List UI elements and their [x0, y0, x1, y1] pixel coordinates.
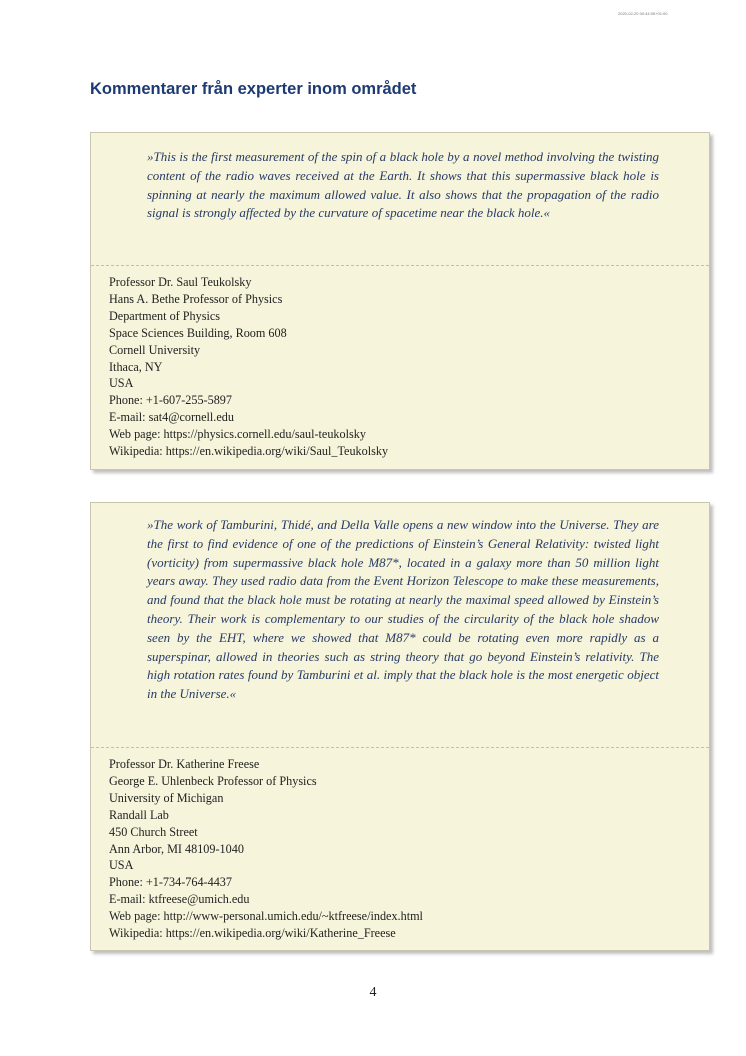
contact-email[interactable]: E-mail: sat4@cornell.edu	[109, 410, 234, 425]
contact-name: Professor Dr. Katherine Freese	[109, 757, 260, 771]
contact-wikipedia[interactable]: Wikipedia: https://en.wikipedia.org/wiki/Katherine_Freese	[109, 926, 396, 941]
page-number: 4	[369, 985, 377, 1000]
quote-text: »The work of Tamburini, Thidé, and Della Valle opens a new window into the Universe. They are the first to find evidence of one of the predictions of Einstein’s General Relativity: twisted light (vorticity) from supermassive black hole M87*, located in a galaxy more than 50 million light years away. They used radio data from the Event Horizon Telescope to make these measurements, and found that the black hole must be rotating at nearly the maximal speed allowed by Einstein’s theory. Their work is complementary to our studies of the circularity of the black hole shadow seen by the EHT, where we showed that M87* could be rotating even more rapidly as a superspinar, allowed in theories such as string theory that go beyond Einstein’s relativity. The high rotation rates found by Tamburini et al. imply that the black hole is the most energetic object in the Universe.«	[147, 517, 659, 702]
contact-country: USA	[109, 858, 134, 873]
quote-text: »This is the first measurement of the spin of a black hole by a novel method involving the twisting content of the radio waves received at the Earth. It shows that this supermassive black hole is spinning at nearly the maximum allowed value. It also shows that the propagation of the radio signal is strongly affected by the curvature of spacetime near the black hole.«	[147, 149, 659, 221]
contact-building: Space Sciences Building, Room 608	[109, 325, 287, 340]
contact-block	[109, 274, 388, 460]
timestamp: 2020-02-20 00:44:05+01:00	[618, 11, 668, 16]
contact-position: George E. Uhlenbeck Professor of Physics	[109, 773, 317, 788]
contact-position: Hans A. Bethe Professor of Physics	[109, 291, 283, 306]
contact-institution: University of Michigan	[109, 790, 224, 805]
contact-country: USA	[109, 376, 134, 391]
contact-building: Randall Lab	[109, 807, 169, 822]
contact-phone: Phone: +1-734-764-4437	[109, 875, 232, 890]
contact-webpage[interactable]: Web page: https://physics.cornell.edu/saul-teukolsky	[109, 427, 366, 442]
contact-webpage[interactable]: Web page: http://www-personal.umich.edu/~ktfreese/index.html	[109, 909, 423, 924]
contact-phone: Phone: +1-607-255-5897	[109, 393, 232, 408]
contact-institution: Cornell University	[109, 342, 201, 357]
contact-email[interactable]: E-mail: ktfreese@umich.edu	[109, 892, 250, 907]
comment-box-teukolsky	[90, 132, 710, 470]
contact-street: 450 Church Street	[109, 824, 198, 839]
contact-city: Ann Arbor, MI 48109-1040	[109, 841, 244, 856]
dashed-divider	[91, 265, 709, 266]
contact-block	[109, 756, 423, 942]
comment-box-freese	[90, 502, 710, 951]
contact-city: Ithaca, NY	[109, 359, 163, 374]
contact-name: Professor Dr. Saul Teukolsky	[109, 275, 252, 289]
contact-wikipedia[interactable]: Wikipedia: https://en.wikipedia.org/wiki/Saul_Teukolsky	[109, 444, 389, 459]
contact-department: Department of Physics	[109, 308, 221, 323]
page-title: Kommentarer från experter inom området	[90, 80, 417, 98]
dashed-divider	[91, 747, 709, 748]
